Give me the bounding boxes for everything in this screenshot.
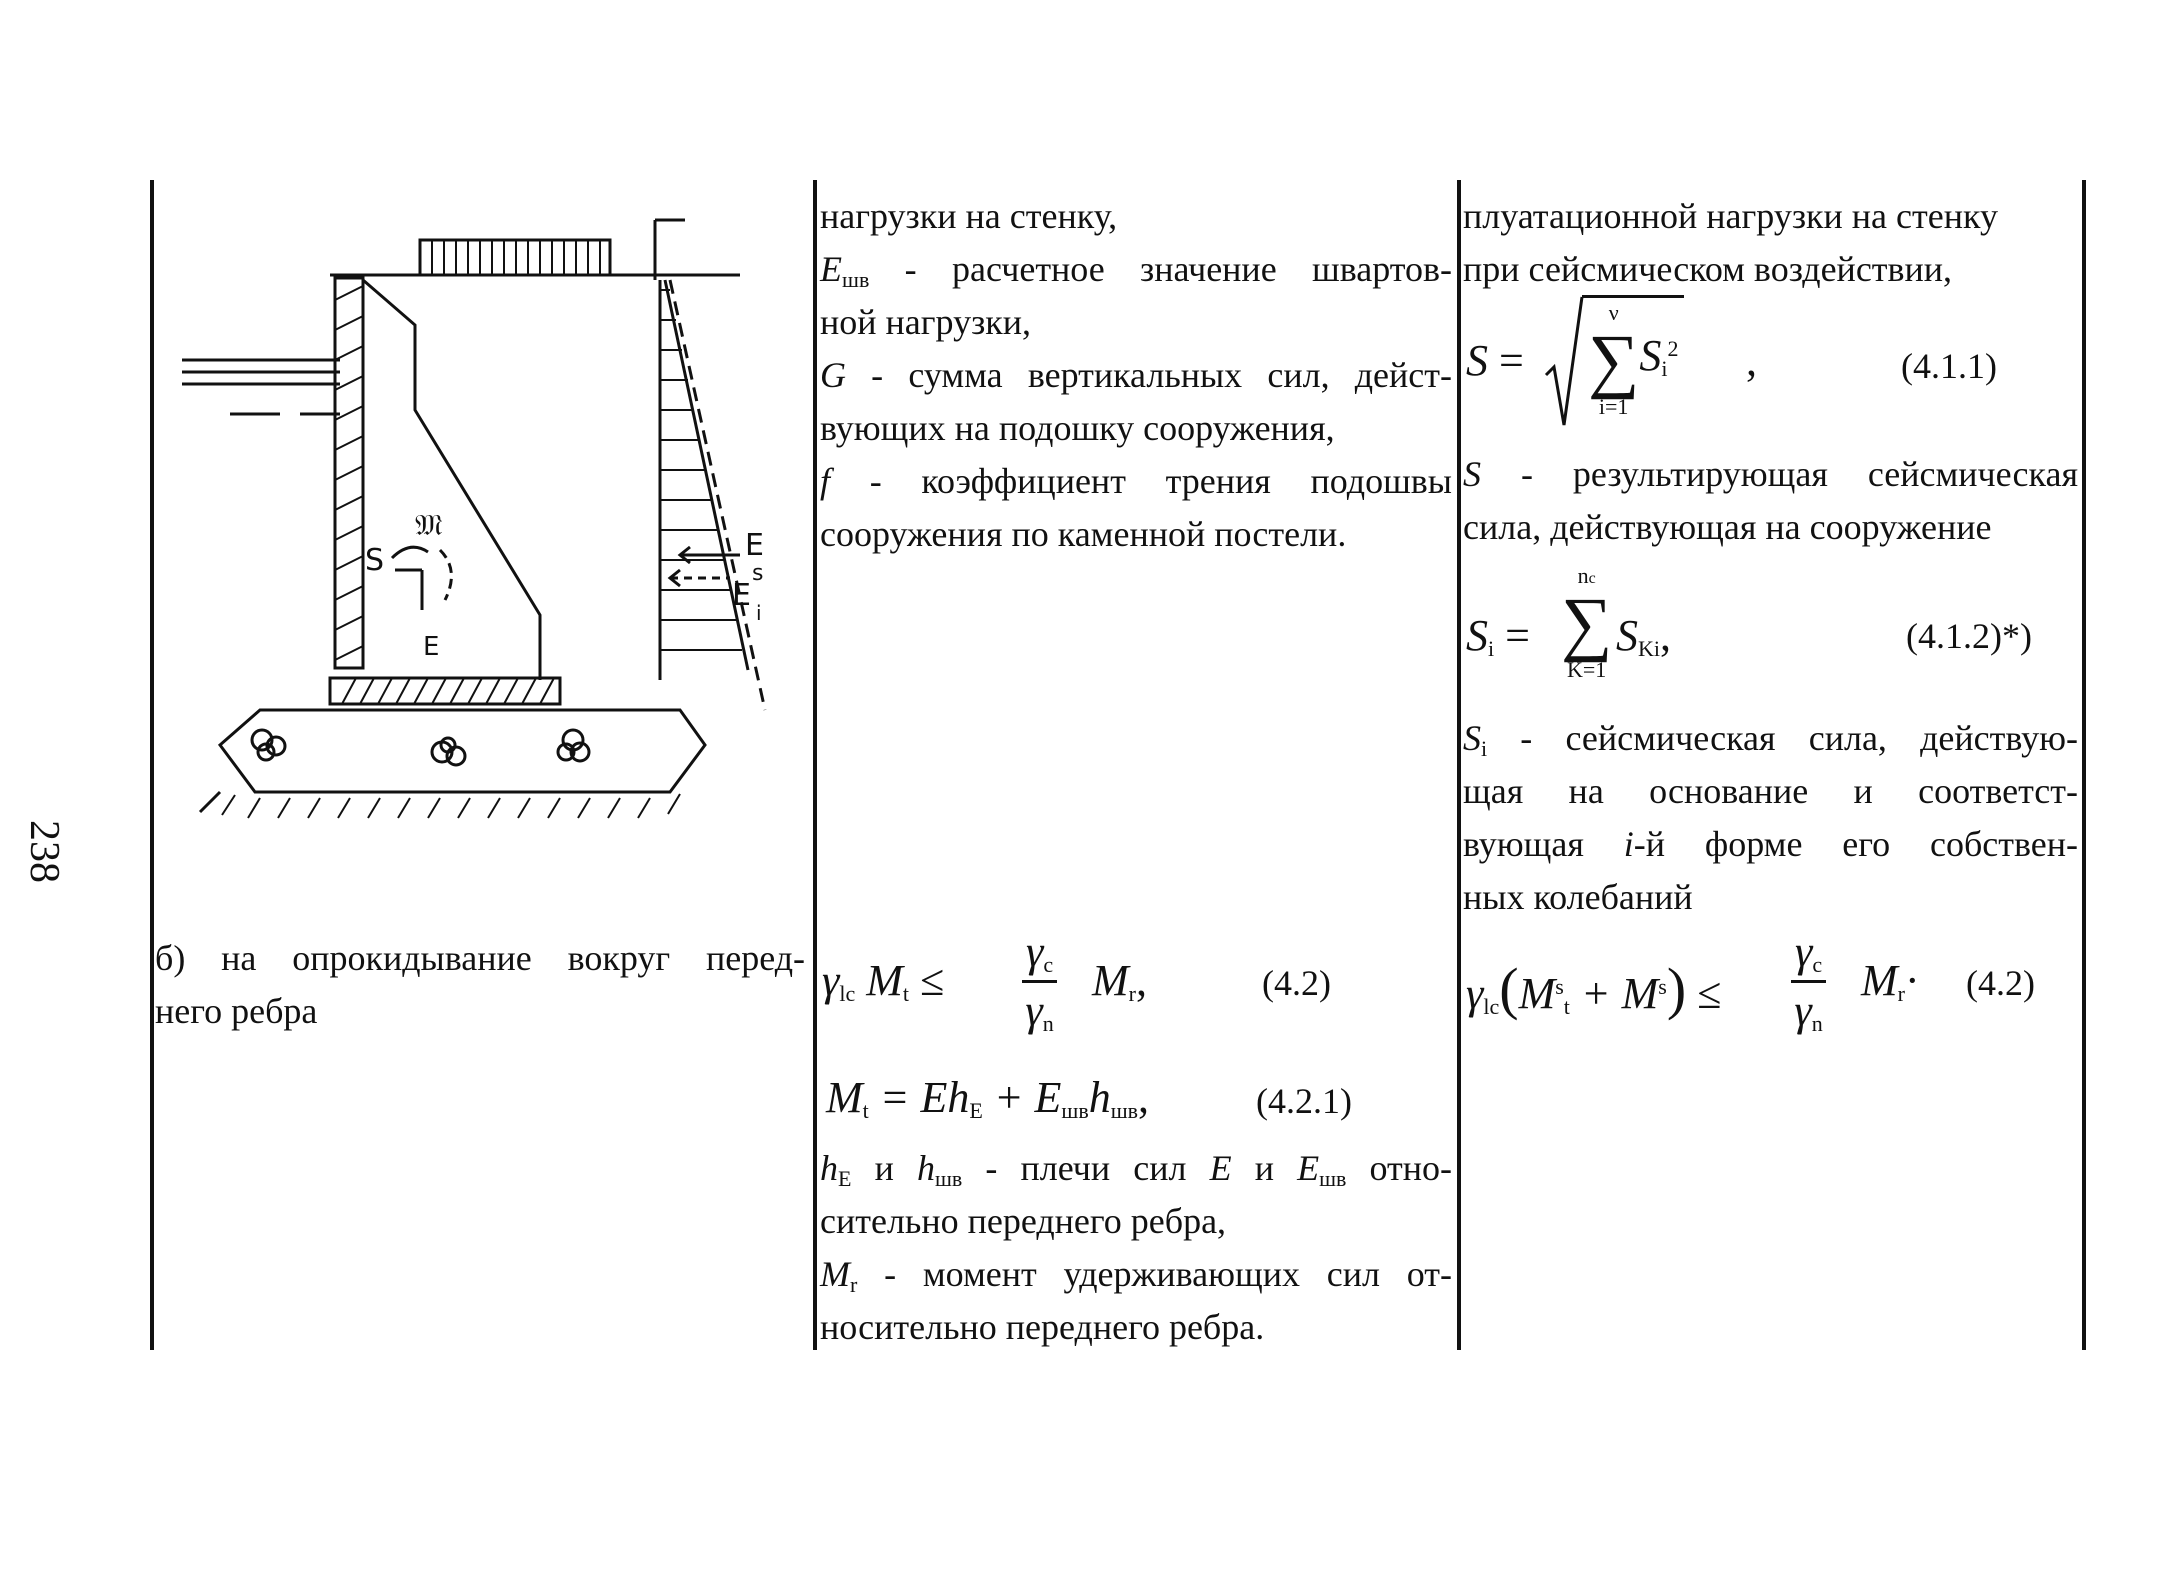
formula-4-2-col3: $\gamma_{lc}(M^s_t + M^s)$ ≤ $\frac{\gamma_c}{\gamma_n}$ $M_r\cdot$ (4.2): [1466, 927, 2035, 1036]
c3-line-2: при сейсмическом воздействии,: [1463, 249, 1953, 289]
column-1-text: [155, 932, 805, 1038]
c2-line-4: G - сумма вертикальных сил, дейст-: [820, 355, 1452, 395]
label-E-small: E: [423, 632, 440, 662]
c3-def-S-line-1: S - результирующая сейсмическая: [1463, 454, 2079, 494]
column-3-def-1: [1463, 448, 2078, 554]
c2-line-7: сооружения по каменной постели.: [820, 514, 1347, 554]
label-Es-sup: s: [752, 561, 764, 586]
column-2-text: [820, 190, 1452, 561]
column-3-def-2: [1463, 712, 2078, 924]
sqrt-sign: [1544, 295, 1584, 430]
label-M: 𝔐: [415, 508, 443, 543]
c2-def-line-2: сительно переднего ребра,: [820, 1201, 1227, 1241]
column-2-definitions: [820, 1142, 1452, 1354]
column-3-text: [1463, 190, 2078, 296]
c2-line-5: вующих на подошку сооружения,: [820, 408, 1335, 448]
c2-line-1: нагрузки на стенку,: [820, 196, 1118, 236]
c2-def-line-4: носительно переднего ребра.: [820, 1307, 1265, 1347]
eq-number-4-2: (4.2): [1262, 963, 1331, 1003]
c3-def-S-line-2: сила, действующая на сооружение: [1463, 507, 1992, 547]
c2-def-line-3: $M_r$ - момент удерживающих сил от-: [820, 1254, 1452, 1297]
label-S: S: [365, 543, 385, 578]
overturning-heading-line-2: него ребра: [155, 991, 318, 1031]
c2-line-6: f - коэффициент трения подошвы: [820, 461, 1452, 501]
left-border-line: [150, 180, 154, 1350]
formula-4-1-1: S = ν ∑ i=1 $S_i^2$ , (4.1.1): [1466, 295, 2076, 435]
label-E: E: [745, 528, 764, 563]
c3-def-Si-line-2: щая на основание и соответст-: [1463, 771, 2078, 811]
label-Es-sub: i: [756, 601, 762, 625]
c3-line-1: плуатационной нагрузки на стенку: [1463, 196, 1998, 236]
formula-4-2-1: $M_t = Eh_E + E_{шв}h_{шв}$, (4.2.1): [826, 1073, 1352, 1123]
c2-def-line-1: $h_E$ и $h_{шв}$ - плечи сил E и $E_{шв}$ отно-: [820, 1148, 1453, 1191]
page-number: 238: [21, 820, 67, 883]
eq-number-4-1-1: (4.1.1): [1901, 346, 1997, 386]
eq-number-4-2-1: (4.2.1): [1256, 1081, 1352, 1121]
c3-def-Si-line-4: ных колебаний: [1463, 877, 1693, 917]
formula-4-1-2: $S_i$ = nc ∑ K=1 $S_{Ki}$, (4.1.2)*): [1466, 563, 2032, 682]
retaining-wall-diagram: [160, 200, 800, 840]
c3-def-Si-line-1: $S_i$ - сейсмическая сила, действую-: [1463, 718, 2079, 761]
overturning-heading-line-1: б) на опрокидывание вокруг перед-: [155, 938, 805, 978]
column-divider-2: [1457, 180, 1461, 1350]
formula-4-2-col2: $\gamma_{lc}$ $M_t$ ≤ $\frac{\gamma_c}{\gamma_n}$ $M_r$, (4.2): [822, 927, 1331, 1036]
right-border-line: [2082, 180, 2086, 1350]
c2-line-2: $E_{шв}$ - расчетное значение швартов-: [820, 249, 1453, 292]
column-divider-1: [813, 180, 817, 1350]
c3-def-Si-line-3: вующая i-й форме его собствен-: [1463, 824, 2079, 864]
eq-number-4-1-2: (4.1.2)*): [1906, 616, 2032, 656]
eq-number-4-2-col3: (4.2): [1966, 963, 2035, 1003]
label-Es: E: [732, 578, 751, 613]
c2-line-3: ной нагрузки,: [820, 302, 1032, 342]
